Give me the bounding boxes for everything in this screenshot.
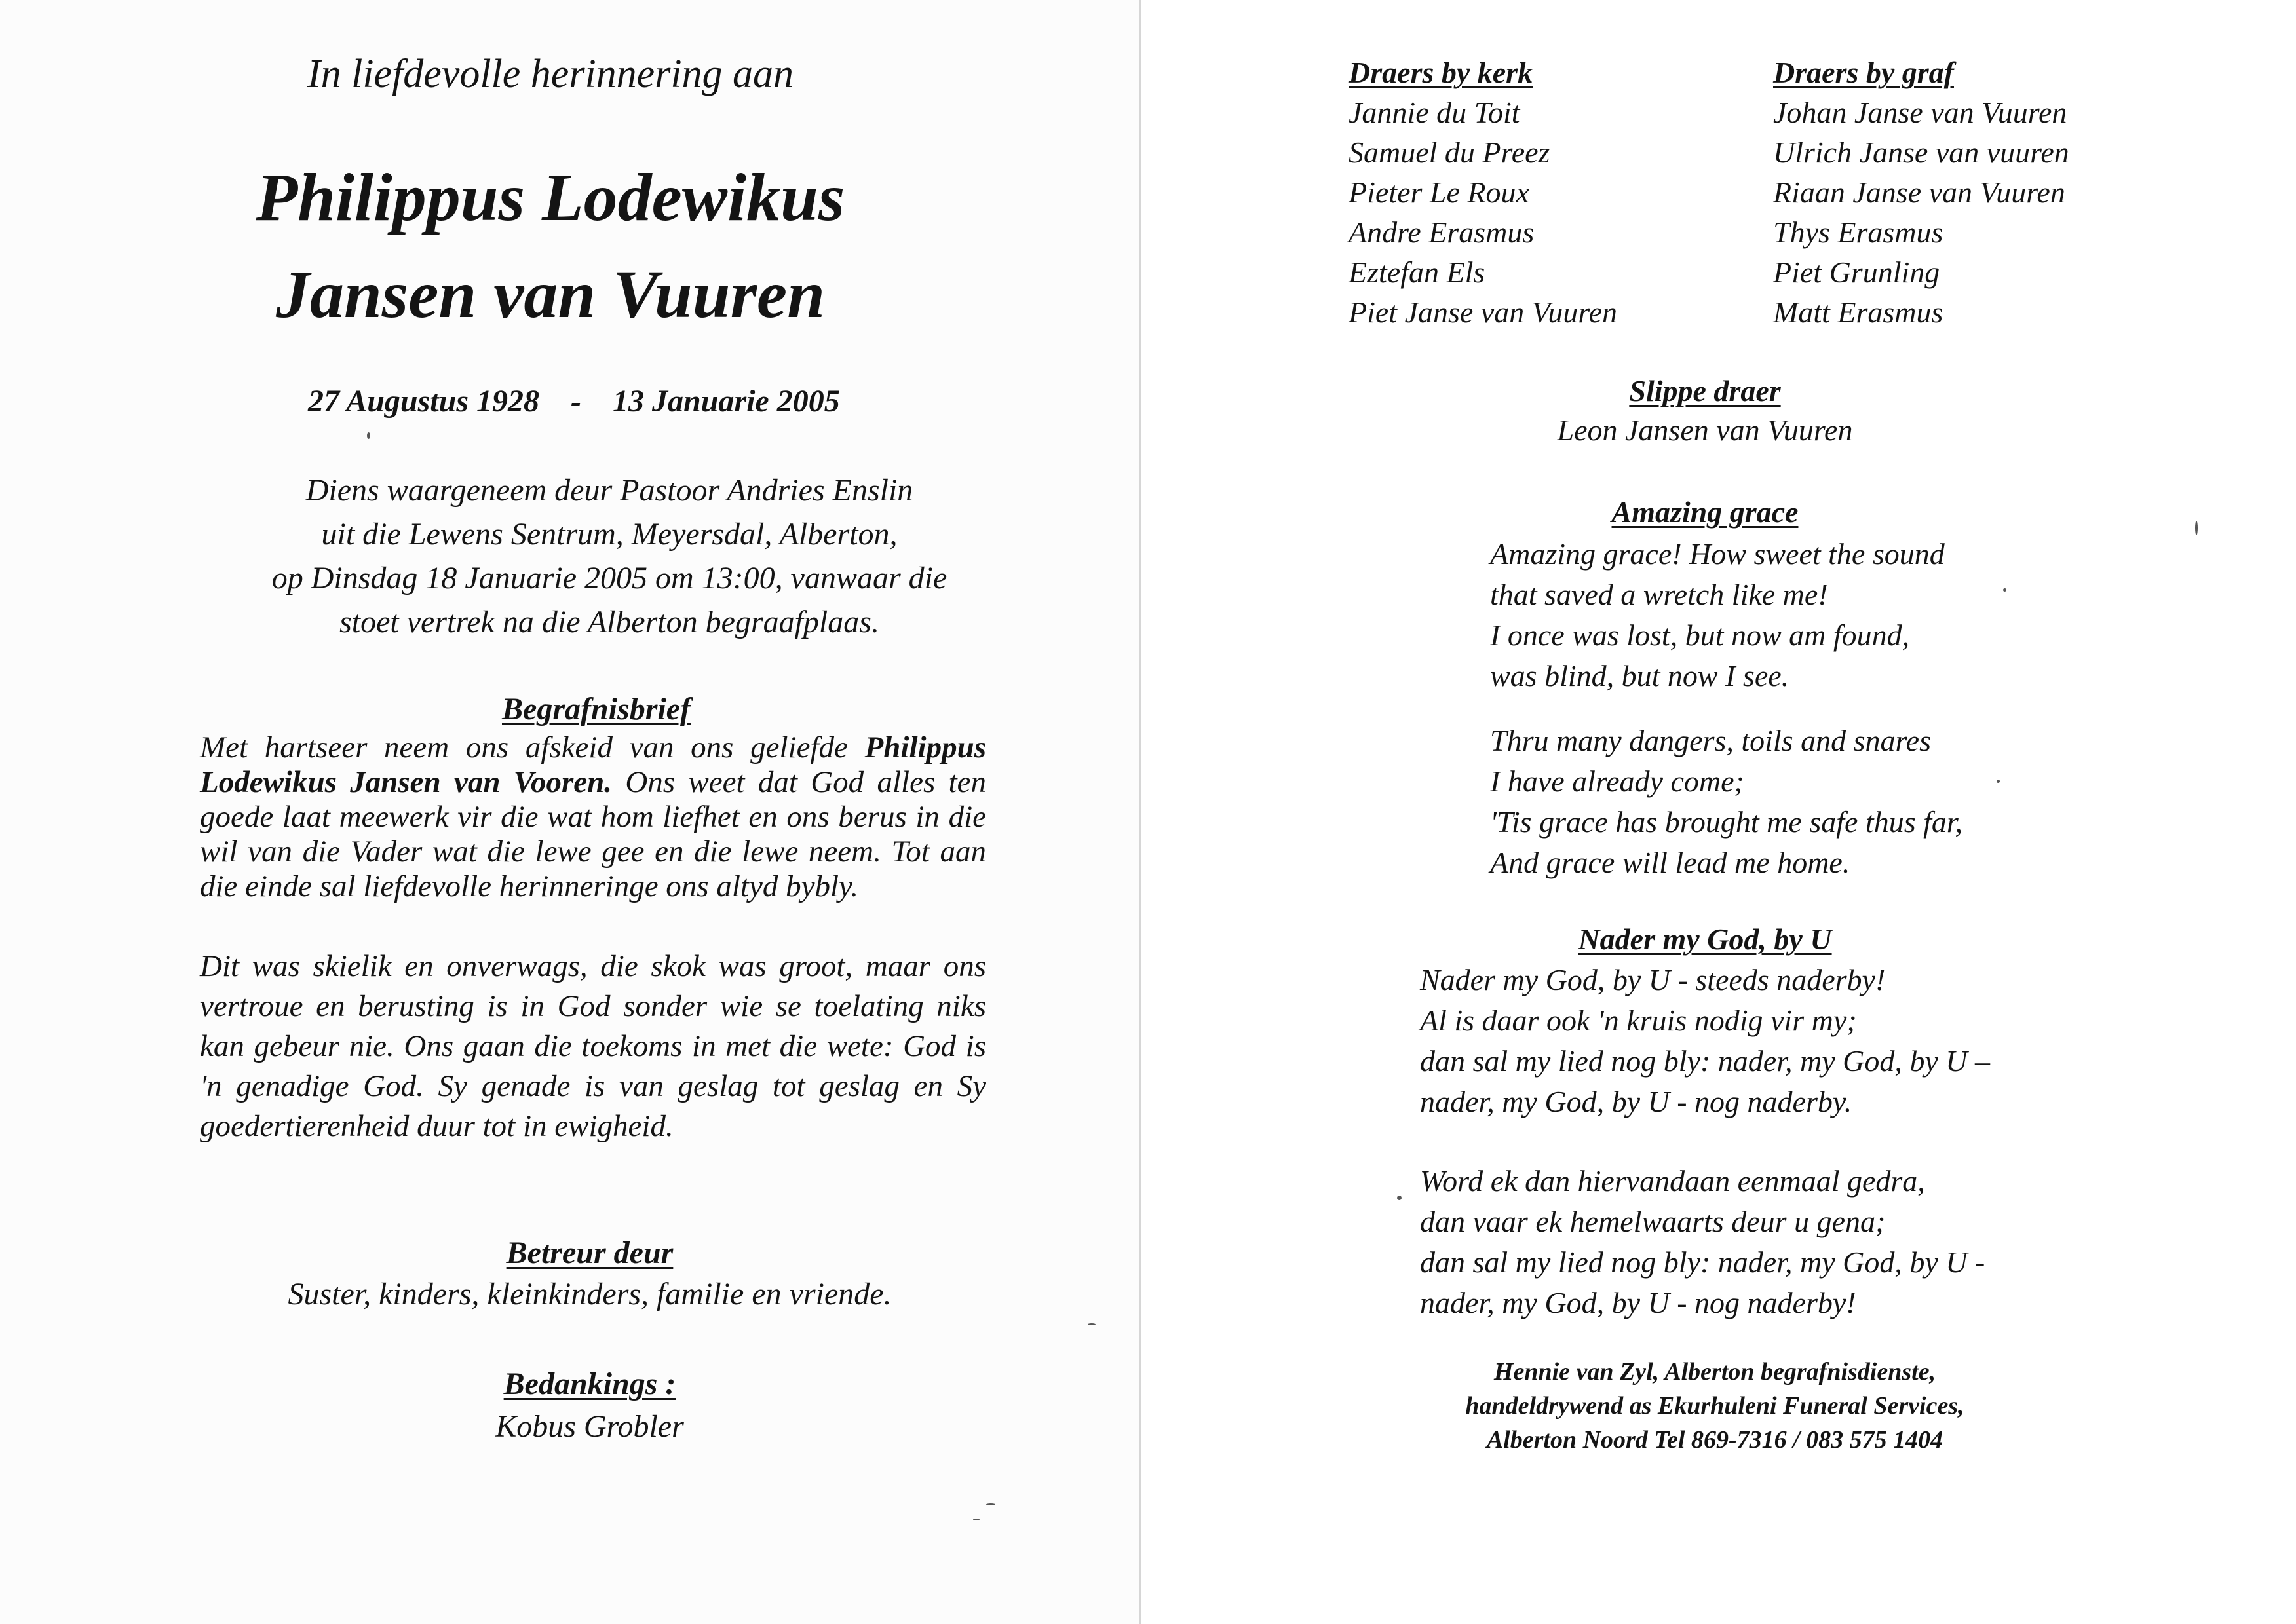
- church-bearers-heading: Draers by kerk: [1349, 56, 1533, 89]
- hymn-line: Nader my God, by U - steeds naderby!: [1420, 963, 1886, 996]
- bearer-name: Andre Erasmus: [1349, 216, 1535, 249]
- hymn-line: nader, my God, by U - nog naderby!: [1420, 1286, 1856, 1319]
- grave-bearers: [1773, 52, 2179, 332]
- bearer-name: Piet Grunling: [1773, 255, 1940, 289]
- bearer-name: Samuel du Preez: [1349, 136, 1550, 169]
- hymn-line: I once was lost, but now am found,: [1490, 618, 1910, 652]
- hymn1-verse1: [1490, 534, 2145, 696]
- service-details: [203, 468, 1016, 644]
- bearer-name: Eztefan Els: [1349, 255, 1485, 289]
- bearer-name: Ulrich Janse van vuuren: [1773, 136, 2069, 169]
- scan-mark: [1088, 1323, 1096, 1325]
- service-line: stoet vertrek na die Alberton begraafplaas.: [339, 605, 879, 639]
- letter-text: Dit was skielik en onverwags, die skok was groot, maar ons vertroue en berusting is in God sonder wie se toelating niks kan gebeur nie. Ons gaan die toekoms in met die wete: God is 'n genadige God. Sy genade is van geslag tot geslag en Sy goedertierenheid duur tot in ewigheid.: [200, 949, 986, 1143]
- bearer-name: Riaan Janse van Vuuren: [1773, 176, 2065, 209]
- hymn-line: nader, my God, by U - nog naderby.: [1420, 1085, 1852, 1118]
- hymn2-verse1: [1420, 960, 2141, 1122]
- service-line: uit die Lewens Sentrum, Meyersdal, Alberton,: [321, 517, 898, 552]
- letter-text: Ons weet dat God alles ten goede laat meewerk vir die wat hom liefhet en ons berus in die wil van die Vader wat die lewe gee en die lewe neem. Tot aan die einde sal liefdevolle herinneringe ons altyd bybly.: [200, 765, 986, 903]
- letter-heading: [203, 691, 989, 727]
- hymn-line: Al is daar ook 'n kruis nodig vir my;: [1420, 1004, 1857, 1037]
- hymn-line: was blind, but now I see.: [1490, 659, 1789, 692]
- scan-mark: [1397, 1196, 1402, 1200]
- hymn-line: And grace will lead me home.: [1490, 846, 1850, 879]
- hymn-line: dan sal my lied nog bly: nader, my God, by U –: [1420, 1044, 1991, 1078]
- letter-text: Met hartseer neem ons afskeid van ons geliefde: [200, 730, 865, 765]
- thanks-text: Kobus Grobler: [495, 1409, 684, 1444]
- bearer-name: Pieter Le Roux: [1349, 176, 1529, 209]
- scan-mark: [1997, 780, 2000, 783]
- right-page: [1141, 0, 2296, 1624]
- thanks-heading-text: Bedankings :: [503, 1367, 676, 1401]
- bearer-name: Matt Erasmus: [1773, 295, 1943, 329]
- letter-paragraph-1: [200, 730, 986, 904]
- letter-heading-text: Begrafnisbrief: [502, 692, 691, 727]
- scan-mark: [367, 432, 370, 439]
- tail-bearer-heading-text: Slippe draer: [1629, 374, 1781, 407]
- letter-deceased-name: Philippus Lodewikus Jansen van Vooren.: [200, 730, 986, 799]
- mourners-heading: [197, 1235, 983, 1271]
- bearer-name: Piet Janse van Vuuren: [1349, 295, 1618, 329]
- hymn-line: dan sal my lied nog bly: nader, my God, by U -: [1420, 1245, 1985, 1279]
- hymn-line: that saved a wretch like me!: [1490, 578, 1828, 611]
- deceased-name-last: Jansen van Vuuren: [275, 257, 826, 332]
- hymn-line: Word ek dan hiervandaan eenmaal gedra,: [1420, 1164, 1925, 1198]
- bearer-name: Jannie du Toit: [1349, 96, 1520, 129]
- scan-mark: [986, 1503, 995, 1505]
- hymn2-verse2: [1420, 1161, 2141, 1323]
- letter-paragraph-2: [200, 947, 986, 1146]
- deceased-name-first: Philippus Lodewikus: [256, 160, 845, 235]
- scan-mark: [2195, 521, 2198, 535]
- church-bearers: [1349, 52, 1755, 332]
- life-dates: [308, 383, 911, 419]
- scan-mark: [973, 1519, 980, 1520]
- funeral-info-line: Alberton Noord Tel 869-7316 / 083 575 1404: [1486, 1426, 1943, 1454]
- birth-date: 27 Augustus 1928: [308, 384, 540, 419]
- service-line: op Dinsdag 18 Januarie 2005 om 13:00, vanwaar die: [271, 561, 947, 595]
- service-line: Diens waargeneem deur Pastoor Andries Enslin: [305, 473, 913, 508]
- grave-bearers-heading: Draers by graf: [1773, 56, 1954, 89]
- hymn1-title: [1312, 495, 2098, 529]
- hymn-line: I have already come;: [1490, 765, 1744, 798]
- tail-bearer-heading: [1312, 373, 2098, 408]
- funeral-info-line: Hennie van Zyl, Alberton begrafnisdienste,: [1493, 1358, 1936, 1386]
- left-page: [0, 0, 1139, 1624]
- hymn-line: dan vaar ek hemelwaarts deur u gena;: [1420, 1205, 1886, 1238]
- hymn2-title-text: Nader my God, by U: [1578, 922, 1832, 956]
- mourners-text: Suster, kinders, kleinkinders, familie en vriende.: [288, 1277, 892, 1312]
- hymn1-title-text: Amazing grace: [1611, 495, 1799, 529]
- bearer-name: Thys Erasmus: [1773, 216, 1943, 249]
- hymn-line: Thru many dangers, toils and snares: [1490, 724, 1931, 757]
- mourners-heading-text: Betreur deur: [506, 1236, 674, 1270]
- funeral-services-info: [1338, 1355, 2092, 1457]
- date-separator: -: [571, 384, 581, 419]
- bearer-name: Johan Janse van Vuuren: [1773, 96, 2067, 129]
- hymn-line: 'Tis grace has brought me safe thus far,: [1490, 805, 1963, 839]
- death-date: 13 Januarie 2005: [613, 384, 840, 419]
- scan-mark: [2003, 588, 2006, 592]
- hymn1-verse2: [1490, 721, 2145, 883]
- funeral-info-line: handeldrywend as Ekurhuleni Funeral Services,: [1465, 1392, 1964, 1420]
- hymn2-title: [1312, 922, 2098, 956]
- thanks-heading: [197, 1366, 983, 1402]
- memorial-intro: In liefdevolle herinnering aan: [307, 52, 794, 96]
- hymn-line: Amazing grace! How sweet the sound: [1490, 537, 1945, 571]
- tail-bearer-name: Leon Jansen van Vuuren: [1557, 413, 1853, 447]
